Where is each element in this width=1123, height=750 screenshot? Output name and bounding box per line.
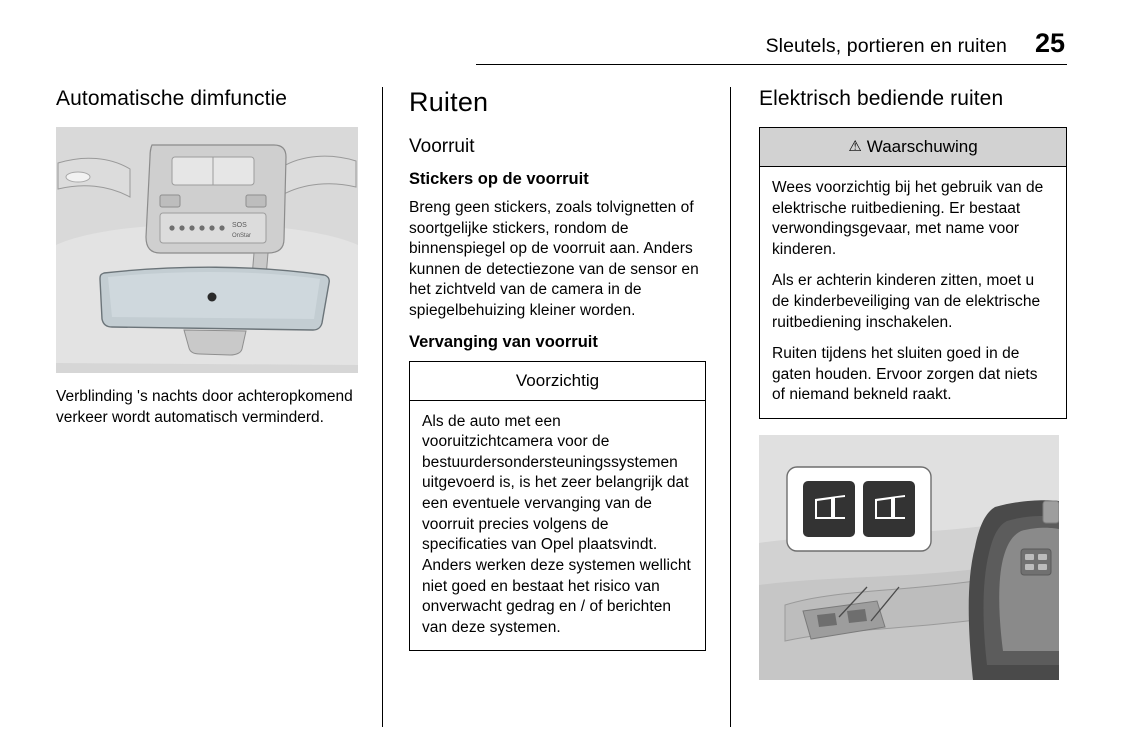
column-middle [382, 87, 730, 727]
caution-box [409, 361, 706, 652]
page-title: Sleutels, portieren en ruiten [765, 35, 1007, 57]
page-columns [56, 87, 1067, 727]
section-heading-elektrisch-bediende-ruiten: Elektrisch bediende ruiten [759, 87, 1004, 110]
column-left [56, 87, 382, 727]
section-heading-ruiten: Ruiten [409, 87, 489, 117]
page-number: 25 [1034, 28, 1065, 58]
caution-box-text: Als de auto met een vooruitzichtcamera voor de bestuurdersondersteuningssystemen uitgevoerd is, is het zeer belangrijk dat een eventuele vervanging van de voorruit precies volgens de specificaties van Opel plaatsvindt. Anders werken deze systemen wellicht niet goed en bestaat het risico van onverwacht gedrag en / of berichten van deze systemen. [422, 412, 691, 636]
binnenspiegel-illustratie [56, 127, 358, 373]
subsection-heading-voorruit: Voorruit [409, 136, 475, 157]
warning-triangle-icon: ⚠ [848, 138, 862, 155]
caution-box-body [410, 401, 705, 651]
warning-box-title: Waarschuwing [866, 137, 978, 156]
figure-interior-mirror [56, 127, 358, 373]
warning-box-body [760, 167, 1066, 418]
caution-box-title: Voorzichtig [410, 362, 705, 401]
page-header [476, 30, 1067, 65]
paragraph-stickers: Breng geen stickers, zoals tolvignetten of soortgelijke stickers, rondom de binnenspiegel op de voorruit aan. Anders kunnen de detectiezone van de sensor en het zichtveld van de camera in de spiegelbehuizing kleiner worden. [409, 199, 699, 320]
warning-box-header [760, 128, 1066, 167]
elektrische-ruitbediening-illustratie [759, 435, 1059, 680]
figure-power-window-switches [759, 435, 1059, 680]
svg-text:OnStar: OnStar [232, 233, 252, 239]
warning-paragraph-1: Wees voorzichtig bij het gebruik van de elektrische ruitbediening. Er bestaat verwondingsgevaar, met name voor kinderen. [772, 179, 1044, 258]
heading-vervanging-van-voorruit: Vervanging van voorruit [409, 332, 598, 351]
warning-paragraph-2: Als er achterin kinderen zitten, moet u de kinderbeveiliging van de elektrische ruitbediening inschakelen. [772, 272, 1041, 331]
section-heading-automatische-dimfunctie: Automatische dimfunctie [56, 87, 288, 110]
warning-paragraph-3: Ruiten tijdens het sluiten goed in de gaten houden. Ervoor zorgen dat niets of niemand bekneld raakt. [772, 345, 1038, 404]
heading-stickers-op-de-voorruit: Stickers op de voorruit [409, 170, 589, 188]
svg-text:SOS: SOS [232, 222, 247, 229]
figure-caption-dimfunctie: Verblinding 's nachts door achteropkomend verkeer wordt automatisch verminderd. [56, 388, 353, 426]
warning-box [759, 127, 1067, 419]
column-right [730, 87, 1067, 727]
